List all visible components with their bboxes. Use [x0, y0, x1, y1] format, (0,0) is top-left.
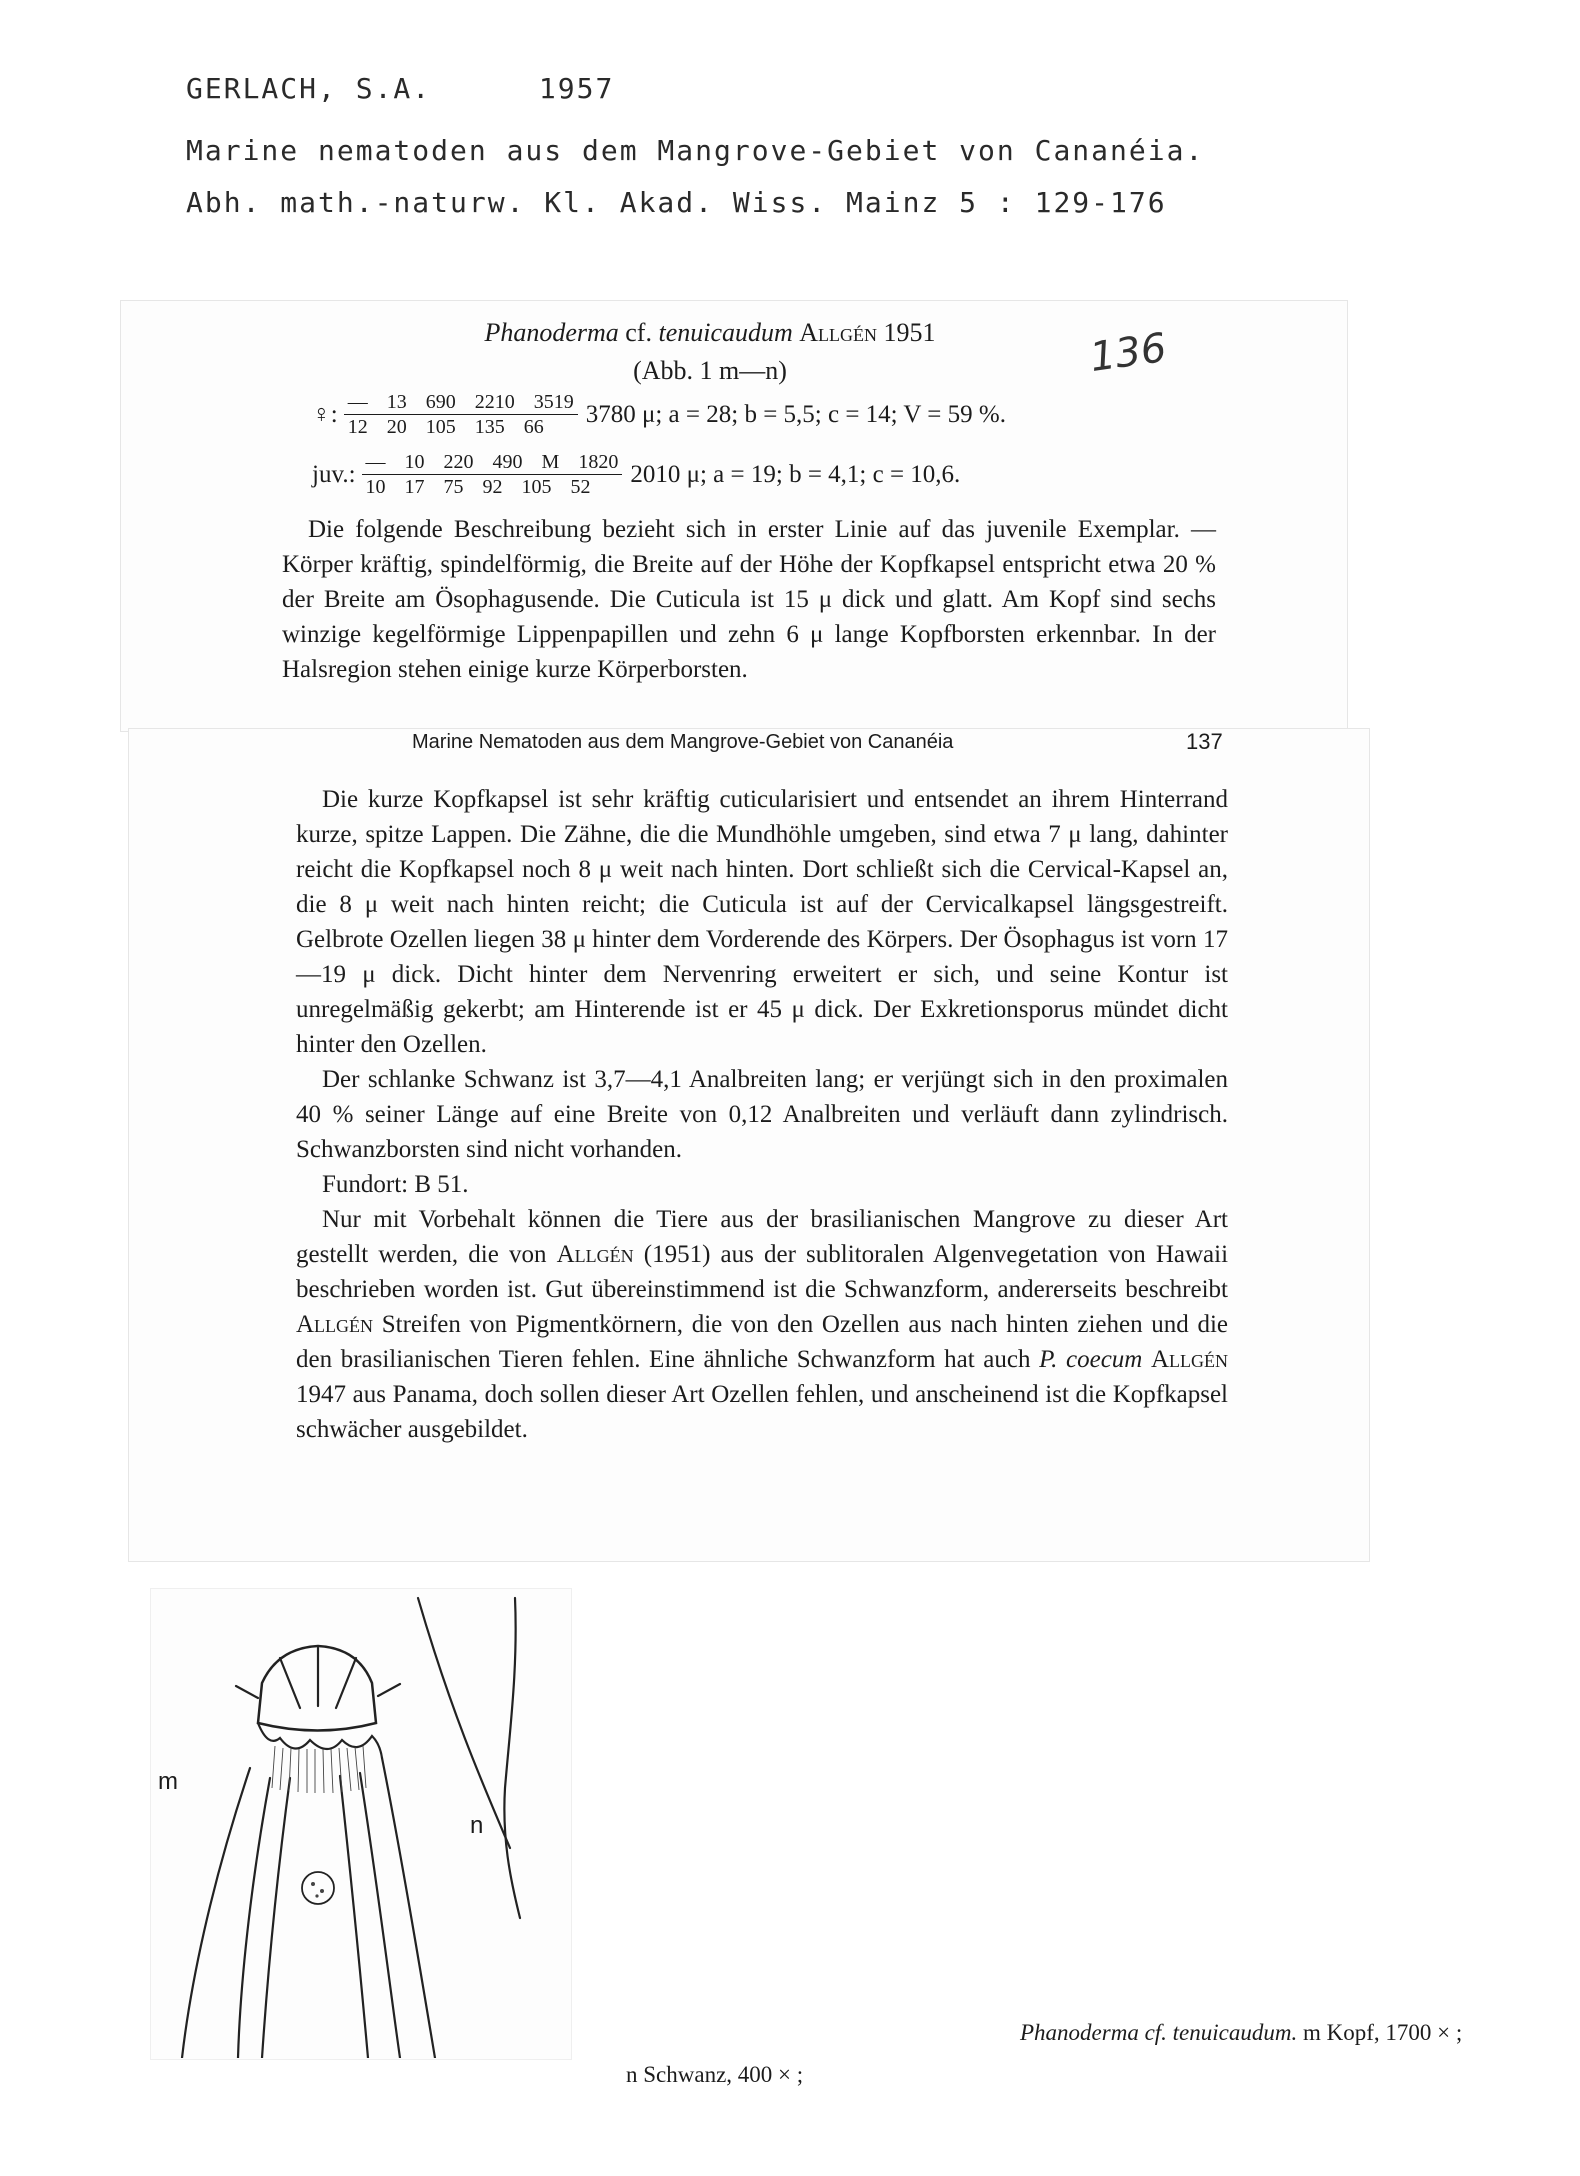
- remarks-author-2: Allgén: [296, 1311, 374, 1338]
- species-genus: Phanoderma: [484, 318, 619, 347]
- cephalic-seta-left: [236, 1686, 258, 1698]
- remarks-text-3: Streifen von Pigmentkörnern, die von den Ozellen aus nach hinten ziehen und die den brasilianischen Tieren fehlen. Eine ähnliche Schwanzform hat auch: [296, 1311, 1228, 1373]
- cephalic-seta-right: [378, 1684, 400, 1696]
- running-head: Marine Nematoden aus dem Mangrove-Gebiet von Cananéia: [412, 731, 954, 753]
- citation-year: 1957: [538, 72, 615, 105]
- caption-species: Phanoderma cf. tenuicaudum.: [1020, 2020, 1298, 2045]
- head-teeth: [280, 1648, 356, 1708]
- female-measurements: [312, 390, 1006, 439]
- paragraph-tail: Der schlanke Schwanz ist 3,7—4,1 Analbreiten lang; er verjüngt sich in den proximalen 40 % seiner Länge auf eine Breite von 0,12 Analbreiten und verläuft dann zylindrisch. Schwanzborsten sind nicht vorhanden.: [296, 1066, 1228, 1163]
- female-formula: [344, 390, 578, 439]
- juvenile-label: juv.:: [312, 460, 356, 488]
- juvenile-ratios: 2010 μ; a = 19; b = 4,1; c = 10,6.: [630, 460, 961, 488]
- juvenile-description: Die folgende Beschreibung bezieht sich in erster Linie auf das juvenile Exemplar. — Körper kräftig, spindelförmig, die Breite auf der Höhe der Kopfkapsel entspricht etwa 20 % der Breite am Ösophagusende. Die Cuticula ist 15 μ dick und glatt. Am Kopf sind sechs winzige kegelförmige Lippenpapillen und zehn 6 μ lange Kopfborsten erkennbar. In der Halsregion stehen einige kurze Körperborsten.: [282, 516, 1216, 683]
- species-epithet: tenuicaudum: [658, 318, 793, 347]
- remarks-species: P. coecum: [1039, 1346, 1143, 1373]
- caption-tail: n Schwanz, 400 × ;: [626, 2062, 804, 2087]
- oesophagus-inner-right: [340, 1776, 368, 2058]
- remarks-text-1: Nur mit Vorbehalt können die Tiere aus der brasilianischen Mangrove zu dieser Art gestellt werden, die von: [296, 1206, 1228, 1268]
- species-year: 1951: [883, 318, 936, 347]
- tail-outline-left: [418, 1598, 510, 1848]
- species-heading: [300, 318, 1120, 348]
- citation-title: Marine nematoden aus dem Mangrove-Gebiet von Cananéia.: [186, 134, 1205, 167]
- paragraph-head-capsule: Die kurze Kopfkapsel ist sehr kräftig cuticularisiert und entsendet an ihrem Hinterrand kurze, spitze Lappen. Die Zähne, die die Mundhöhle umgeben, sind etwa 7 μ lang, dahinter reicht die Kopfkapsel noch 8 μ weit nach hinten. Dort schließt sich die Cervical-Kapsel an, die 8 μ weit nach hinten reicht; die Cuticula ist auf der Cervicalkapsel längsgestreift. Gelbrote Ozellen liegen 38 μ hinter dem Vorderende des Körpers. Der Ösophagus ist vorn 17—19 μ dick. Dicht hinter dem Nervenring erweitert er sich, und seine Kontur ist unregelmäßig gekerbt; am Hinterende ist er 45 μ dick. Der Exkretionsporus mündet dicht hinter den Ozellen.: [296, 786, 1228, 1058]
- page-number: 137: [1186, 729, 1223, 754]
- species-author: Allgén: [799, 318, 878, 347]
- top-paragraph: [282, 512, 1216, 687]
- juvenile-numerator: — 10 220 490 M 1820: [362, 450, 623, 475]
- oesophagus-inner-left: [262, 1778, 290, 2058]
- juvenile-formula: [362, 450, 623, 499]
- female-symbol: ♀:: [312, 400, 338, 428]
- paragraph-locality: Fundort: B 51.: [322, 1171, 469, 1198]
- figure-label-m: m: [158, 1768, 178, 1795]
- citation-journal: Abh. math.-naturw. Kl. Akad. Wiss. Mainz 5 : 129-176: [186, 186, 1167, 219]
- head-body-wall-right: [382, 1758, 435, 2058]
- main-body: [296, 782, 1228, 1447]
- juvenile-measurements: [312, 450, 960, 499]
- tail-outline-right: [504, 1598, 520, 1918]
- species-cf: cf.: [625, 318, 652, 347]
- cervical-striations: [272, 1746, 366, 1793]
- caption-head-magnification: m Kopf, 1700 × ;: [1302, 2020, 1463, 2045]
- figure-label-n: n: [470, 1812, 484, 1839]
- paragraph-remarks: [296, 1202, 1228, 1447]
- female-numerator: — 13 690 2210 3519: [344, 390, 578, 415]
- female-denominator: 12 20 105 135 66: [347, 416, 544, 438]
- remarks-author-1: Allgén: [556, 1241, 634, 1268]
- citation-author: GERLACH, S.A.: [186, 72, 432, 105]
- figure-reference: (Abb. 1 m—n): [633, 356, 787, 385]
- remarks-author-3: Allgén: [1150, 1346, 1229, 1373]
- handwritten-page-number: 136: [1087, 324, 1170, 382]
- citation-author-line: [186, 72, 614, 105]
- nematode-figure: [150, 1588, 570, 2058]
- juvenile-denominator: 10 17 75 92 105 52: [365, 476, 591, 498]
- caption-head: [1020, 2020, 1462, 2046]
- remarks-text-2: (1951) aus der sublitoralen Algenvegetation von Hawaii beschrieben worden ist. Gut übereinstimmend ist die Schwanzform, andererseits beschreibt: [296, 1241, 1229, 1303]
- ocellus-granules: [311, 1882, 324, 1898]
- ocellus: [302, 1872, 334, 1904]
- female-ratios: 3780 μ; a = 28; b = 5,5; c = 14; V = 59 %.: [585, 400, 1006, 428]
- remarks-text-4: 1947 aus Panama, doch sollen dieser Art Ozellen fehlen, und anscheinend ist die Kopfkapsel schwächer ausgebildet.: [296, 1381, 1228, 1443]
